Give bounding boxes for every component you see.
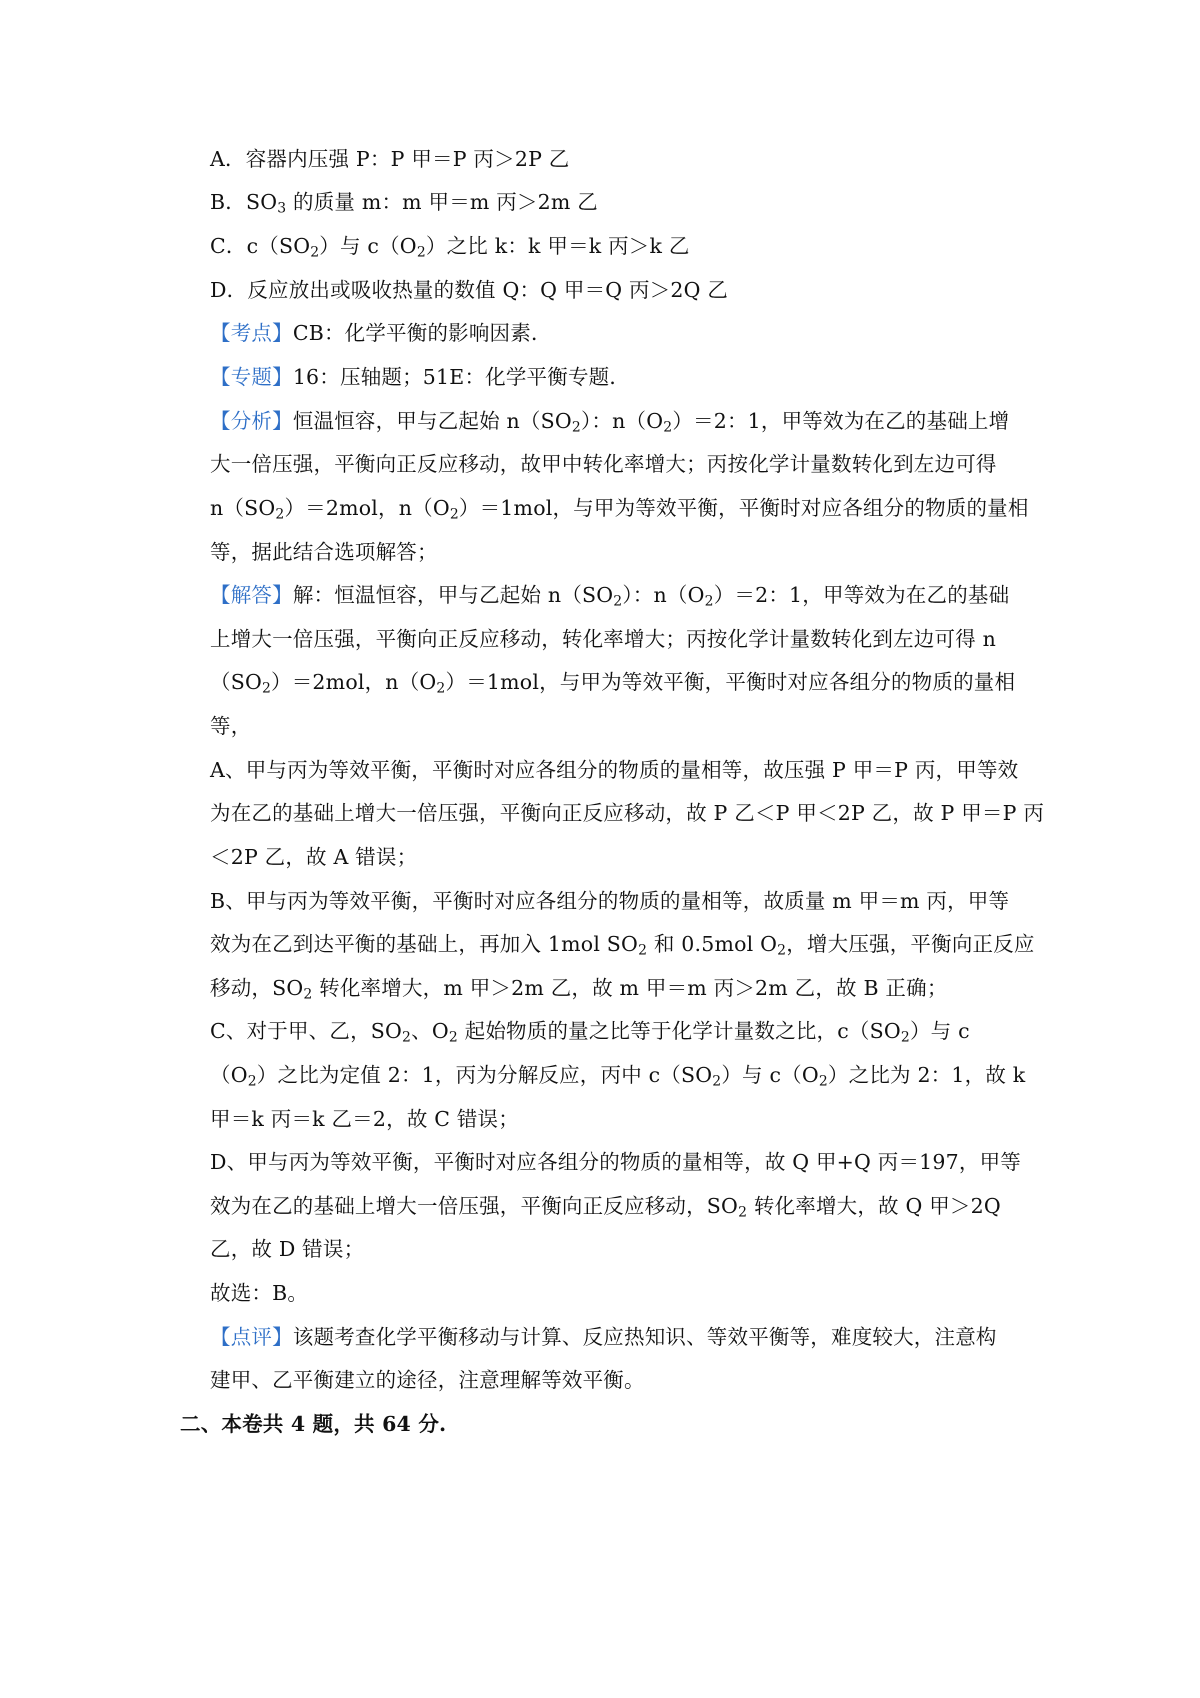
analysis-line: $n(SO_2)=2mol$，$n(O_2)=1mol$，与甲为等效平衡，平衡时对应各组分的物质的量相 (210, 496, 1029, 523)
section-label: 【专题】 (210, 365, 293, 389)
comment-line: 【点评】该题考查化学平衡移动与计算、反应热知识、等效平衡等，难度较大，注意构 (210, 1325, 997, 1349)
section-label: 【点评】 (210, 1325, 293, 1349)
answer-b-line: 效为在乙到达平衡的基础上，再加入 1mol $SO_2$ 和 0.5mol $O_2$，增大压强，平衡向正反应 (210, 932, 1035, 959)
analysis-line: 等，据此结合选项解答； (210, 540, 438, 564)
section-label: 【解答】 (210, 583, 293, 607)
option-d: D．反应放出或吸收热量的数值 Q：Q 甲＝Q 丙＞2Q 乙 (210, 278, 729, 302)
comment-line: 建甲、乙平衡建立的途径，注意理解等效平衡。 (210, 1368, 645, 1392)
answer-line: 等， (210, 714, 252, 738)
option-b: B．$SO_3$ 的质量 m：m 甲＝m 丙＞2m 乙 (210, 190, 598, 217)
answer-d-line: D、甲与丙为等效平衡，平衡时对应各组分的物质的量相等，故 Q 甲+Q 丙＝197，甲等 (210, 1150, 1022, 1174)
answer-b-line: 移动，$SO_2$ 转化率增大，m 甲＞2m 乙，故 m 甲＝m 丙＞2m 乙，故 B 正确； (210, 976, 948, 1003)
answer-b-line: B、甲与丙为等效平衡，平衡时对应各组分的物质的量相等，故质量 m 甲＝m 丙，甲等 (210, 889, 1010, 913)
answer-line: 上增大一倍压强，平衡向正反应移动，转化率增大；丙按化学计量数转化到左边可得 n (210, 627, 997, 651)
answer-a-line: 为在乙的基础上增大一倍压强，平衡向正反应移动，故 P 乙＜P 甲＜2P 乙，故 P 甲＝P 丙 (210, 801, 1045, 825)
kaodian-line: 【考点】CB：化学平衡的影响因素． (210, 321, 552, 345)
answer-c-line: $(O_2)$之比为定值 2：1，丙为分解反应，丙中 $c(SO_2)$与 $c(O_2)$之比为 2：1，故 k (210, 1063, 1026, 1090)
answer-a-line: A、甲与丙为等效平衡，平衡时对应各组分的物质的量相等，故压强 P 甲＝P 丙，甲等效 (210, 758, 1019, 782)
section-label: 【分析】 (210, 409, 293, 433)
section-heading: 二、本卷共 4 题，共 64 分. (180, 1412, 447, 1436)
answer-c-line: C、对于甲、乙，$SO_2$、$O_2$ 起始物质的量之比等于化学计量数之比，$c(SO_2)$与 c (210, 1019, 970, 1046)
option-c: C．$c(SO_2)$与 $c(O_2)$之比 k：k 甲＝k 丙＞k 乙 (210, 234, 690, 261)
option-a: A．容器内压强 P：P 甲＝P 丙＞2P 乙 (210, 147, 570, 171)
zhuanti-line: 【专题】16：压轴题；51E：化学平衡专题． (210, 365, 631, 389)
analysis-line: 大一倍压强，平衡向正反应移动，故甲中转化率增大；丙按化学计量数转化到左边可得 (210, 452, 997, 476)
answer-d-line: 效为在乙的基础上增大一倍压强，平衡向正反应移动，$SO_2$ 转化率增大，故 Q 甲＞2Q (210, 1194, 1001, 1221)
answer-c-line: 甲＝k 丙＝k 乙＝2，故 C 错误； (210, 1107, 519, 1131)
section-label: 【考点】 (210, 321, 293, 345)
answer-a-line: ＜2P 乙，故 A 错误； (210, 845, 418, 869)
answer-line: $(SO_2)=2mol$，$n(O_2)=1mol$，与甲为等效平衡，平衡时对应各组分的物质的量相 (210, 670, 1016, 697)
answer-d-line: 乙，故 D 错误； (210, 1237, 365, 1261)
analysis-line: 【分析】恒温恒容，甲与乙起始 $n(SO_2)$：$n(O_2)=2$：1，甲等效为在乙的基础上增 (210, 409, 1010, 436)
choice-line: 故选：B。 (210, 1281, 309, 1305)
answer-line: 【解答】解：恒温恒容，甲与乙起始 $n(SO_2)$：$n(O_2)=2$：1，甲等效为在乙的基础 (210, 583, 1010, 610)
